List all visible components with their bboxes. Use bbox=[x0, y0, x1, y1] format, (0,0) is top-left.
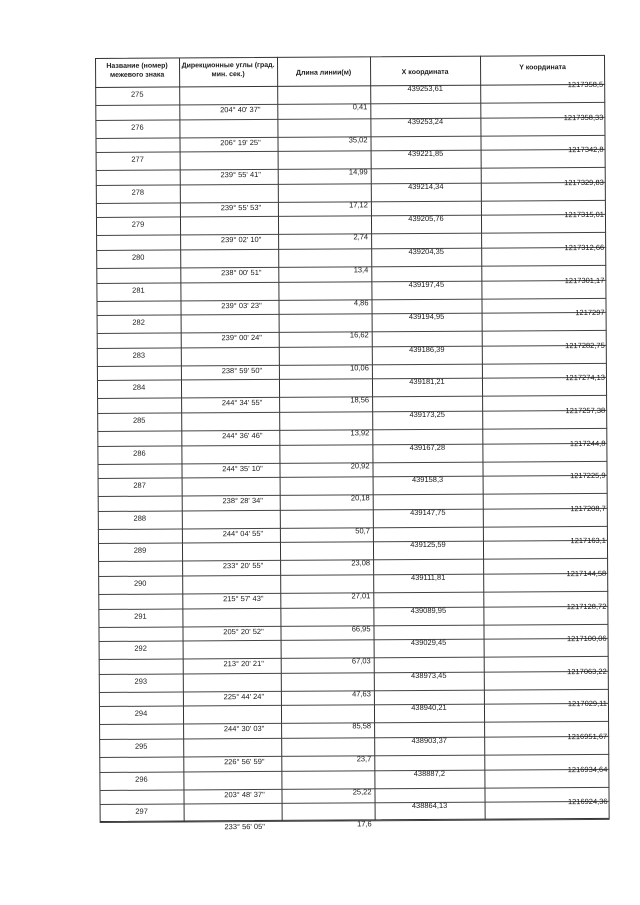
y-coordinate: 1217282,75 bbox=[565, 340, 605, 350]
point-name: 295 bbox=[134, 741, 148, 751]
direction-angle: 244° 36' 46" bbox=[222, 430, 263, 441]
x-coordinate: 439181,21 bbox=[409, 377, 445, 387]
point-name: 294 bbox=[134, 709, 148, 719]
direction-angle: 238° 28' 34" bbox=[222, 496, 263, 506]
x-coordinate: 439253,24 bbox=[407, 116, 444, 126]
line-length: 10,06 bbox=[350, 363, 369, 373]
x-coordinate: 438864,13 bbox=[411, 801, 448, 811]
point-name: 296 bbox=[135, 774, 148, 784]
point-name: 292 bbox=[134, 643, 147, 653]
point-name: 291 bbox=[134, 611, 147, 621]
point-name: 280 bbox=[131, 252, 145, 262]
direction-angle: 238° 00' 51" bbox=[221, 267, 262, 278]
y-coordinate: 1217144,58 bbox=[566, 568, 607, 579]
point-name: 278 bbox=[131, 187, 145, 197]
x-coordinate: 439186,39 bbox=[409, 344, 445, 354]
y-coordinate: 1217297 bbox=[575, 308, 605, 318]
point-name: 290 bbox=[133, 578, 147, 588]
point-name: 289 bbox=[133, 546, 147, 556]
direction-angle: 244° 04' 55" bbox=[222, 528, 264, 539]
line-length: 2,74 bbox=[353, 232, 369, 242]
direction-angle: 239° 55' 41" bbox=[220, 170, 261, 180]
line-length: 13,92 bbox=[350, 428, 370, 438]
x-coordinate: 438887,2 bbox=[413, 768, 446, 778]
direction-angle: 205° 20' 52" bbox=[223, 626, 264, 636]
direction-angle: 206° 19' 25" bbox=[220, 137, 261, 147]
direction-angle: 239° 00' 24" bbox=[221, 333, 262, 343]
x-coordinate: 439089,95 bbox=[410, 605, 447, 615]
point-name: 284 bbox=[132, 383, 146, 393]
direction-angle: 233° 56' 05" bbox=[224, 822, 265, 832]
direction-angle: 239° 02' 10" bbox=[220, 235, 262, 245]
line-length: 66,95 bbox=[351, 623, 371, 634]
point-name: 277 bbox=[131, 154, 144, 164]
direction-angle: 239° 03' 23" bbox=[221, 300, 262, 310]
line-length: 25,22 bbox=[352, 786, 372, 797]
point-name: 281 bbox=[132, 285, 145, 295]
y-coordinate: 1217244,8 bbox=[569, 438, 606, 448]
x-coordinate: 439111,81 bbox=[410, 572, 446, 583]
line-length: 47,63 bbox=[352, 689, 371, 699]
y-coordinate: 1217274,13 bbox=[565, 373, 605, 383]
line-length: 17,6 bbox=[357, 819, 372, 829]
y-coordinate: 1217257,38 bbox=[565, 405, 606, 416]
direction-angle: 233° 20' 55" bbox=[222, 561, 264, 571]
y-coordinate: 1216934,64 bbox=[567, 764, 608, 774]
line-length: 13,4 bbox=[353, 265, 369, 275]
header-y: Y координата bbox=[519, 64, 566, 72]
x-coordinate: 438973,45 bbox=[411, 670, 447, 680]
y-coordinate: 1217225,9 bbox=[570, 471, 606, 481]
direction-angle: 213° 20' 21" bbox=[223, 659, 264, 669]
direction-angle: 244° 34' 55" bbox=[221, 398, 263, 408]
line-length: 85,58 bbox=[352, 721, 372, 731]
point-name: 276 bbox=[131, 122, 144, 132]
line-length: 23,7 bbox=[356, 754, 372, 764]
y-coordinate: 1216951,67 bbox=[567, 731, 608, 742]
point-name: 288 bbox=[133, 513, 147, 523]
line-length: 67,03 bbox=[351, 656, 371, 666]
point-name: 279 bbox=[131, 220, 145, 230]
direction-angle: 244° 30' 03" bbox=[223, 724, 265, 734]
x-coordinate: 438940,21 bbox=[411, 703, 447, 713]
point-name: 285 bbox=[132, 415, 146, 425]
x-coordinate: 439197,45 bbox=[408, 279, 445, 289]
x-coordinate: 439147,75 bbox=[410, 507, 446, 517]
y-coordinate: 1217128,72 bbox=[566, 601, 607, 611]
line-length: 16,62 bbox=[349, 330, 369, 340]
x-coordinate: 439204,35 bbox=[408, 246, 444, 257]
point-name: 297 bbox=[135, 806, 148, 816]
direction-angle: 215° 57' 43" bbox=[223, 593, 264, 604]
header-x: X координата bbox=[401, 68, 449, 77]
y-coordinate: 1217301,17 bbox=[564, 275, 605, 285]
y-coordinate: 1217163,1 bbox=[570, 536, 606, 546]
point-name: 275 bbox=[130, 89, 144, 99]
header-angle: Дирекционные углы (град. мин. сек.) bbox=[181, 61, 275, 79]
line-length: 27,01 bbox=[351, 591, 371, 601]
x-coordinate: 439253,61 bbox=[407, 83, 443, 94]
line-length: 17,12 bbox=[349, 200, 368, 210]
direction-angle: 204° 40' 37" bbox=[220, 104, 261, 115]
y-coordinate: 1217208,7 bbox=[570, 503, 606, 513]
point-name: 282 bbox=[132, 317, 145, 327]
point-name: 286 bbox=[133, 448, 146, 458]
x-coordinate: 439221,85 bbox=[407, 149, 444, 159]
point-name: 293 bbox=[134, 676, 148, 686]
direction-angle: 239° 55' 53" bbox=[220, 202, 262, 213]
line-length: 4,86 bbox=[353, 297, 369, 308]
direction-angle: 238° 59' 50" bbox=[221, 365, 263, 376]
header-name: Название (номер) межевого знака bbox=[106, 62, 168, 79]
line-length: 0,41 bbox=[352, 102, 368, 112]
y-coordinate: 1217342,8 bbox=[568, 145, 604, 155]
y-coordinate: 1217329,83 bbox=[564, 177, 604, 187]
point-name: 287 bbox=[133, 480, 146, 490]
y-coordinate: 1217312,66 bbox=[564, 242, 605, 253]
x-coordinate: 438903,37 bbox=[411, 735, 447, 746]
line-length: 20,18 bbox=[350, 493, 370, 503]
y-coordinate: 1217029,11 bbox=[567, 699, 607, 709]
line-length: 18,56 bbox=[350, 395, 370, 405]
y-coordinate: 1216924,36 bbox=[567, 797, 608, 807]
y-coordinate: 1217315,01 bbox=[564, 210, 604, 220]
coordinates-table bbox=[95, 55, 612, 832]
y-coordinate: 1217358,5 bbox=[567, 79, 604, 90]
line-length: 20,92 bbox=[350, 460, 370, 471]
x-coordinate: 439125,59 bbox=[410, 540, 446, 550]
point-name: 283 bbox=[132, 350, 146, 360]
line-length: 35,02 bbox=[348, 134, 368, 145]
direction-angle: 226° 56' 59" bbox=[224, 756, 265, 767]
direction-angle: 225° 44' 24" bbox=[223, 691, 265, 702]
y-coordinate: 1217100,06 bbox=[566, 634, 607, 644]
x-coordinate: 439194,95 bbox=[408, 312, 445, 322]
header-length: Длина линии(м) bbox=[295, 69, 352, 77]
line-length: 50,7 bbox=[355, 526, 370, 536]
x-coordinate: 439205,76 bbox=[408, 214, 444, 224]
y-coordinate: 1217358,33 bbox=[563, 112, 604, 122]
line-length: 14,99 bbox=[348, 167, 368, 177]
line-length: 23,08 bbox=[351, 558, 371, 568]
y-coordinate: 1217063,22 bbox=[567, 666, 607, 676]
x-coordinate: 439158,3 bbox=[411, 475, 444, 485]
x-coordinate: 439029,45 bbox=[410, 638, 447, 648]
direction-angle: 244° 35' 10" bbox=[222, 463, 263, 473]
x-coordinate: 439167,28 bbox=[409, 442, 446, 452]
direction-angle: 203° 48' 37" bbox=[224, 789, 265, 799]
x-coordinate: 439214,34 bbox=[408, 181, 444, 191]
x-coordinate: 439173,25 bbox=[409, 409, 445, 420]
